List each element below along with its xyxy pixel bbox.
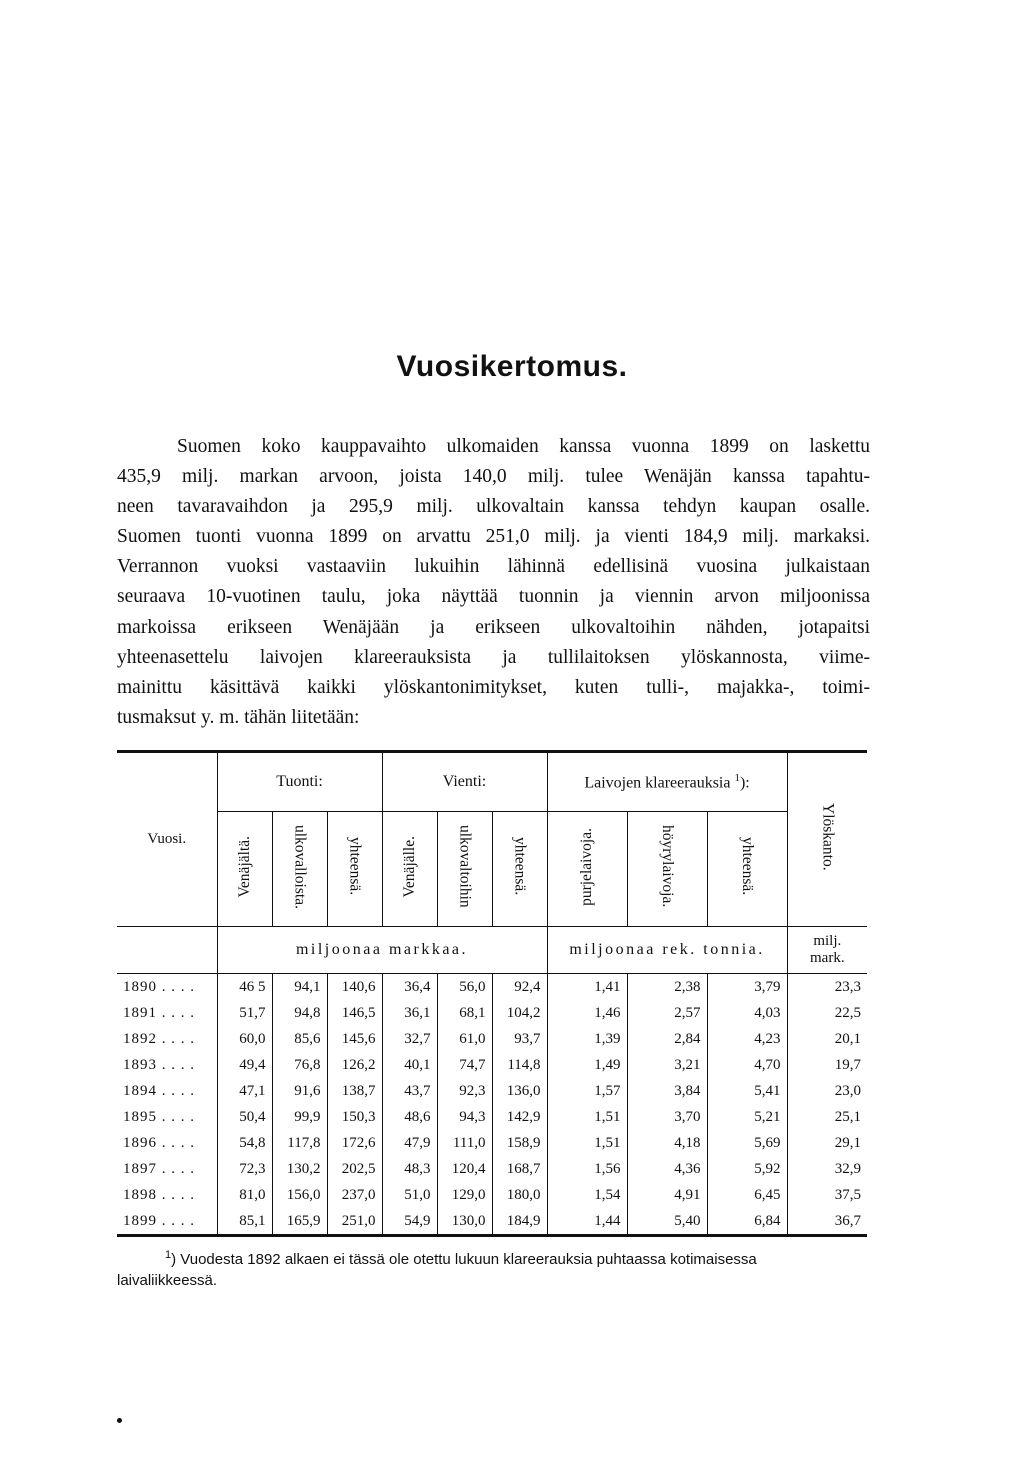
value-cell: 111,0 [437,1130,492,1156]
value-cell: 1,41 [547,974,627,1001]
value-cell: 158,9 [492,1130,547,1156]
paragraph-line: Suomen koko kauppavaihto ulkomaiden kanssa vuonna 1899 on laskettu [177,436,870,457]
value-cell: 180,0 [492,1182,547,1208]
value-cell: 1,39 [547,1026,627,1052]
value-cell: 4,70 [707,1052,787,1078]
table-row [117,1182,867,1208]
value-cell: 202,5 [327,1156,382,1182]
paragraph-line: mainittu käsittävä kaikki ylöskantonimitykset, kuten tulli-, majakka-, toimi- [117,676,870,698]
value-cell: 150,3 [327,1104,382,1130]
value-cell: 60,0 [217,1026,272,1052]
value-cell: 138,7 [327,1078,382,1104]
value-cell: 3,84 [627,1078,707,1104]
paragraph-line: Verrannon vuoksi vastaaviin lukuihin lähinnä edellisinä vuosina julkaistaan [117,556,870,578]
unit-blank [117,927,217,974]
value-cell: 19,7 [787,1052,867,1078]
value-cell: 94,3 [437,1104,492,1130]
value-cell: 4,03 [707,1000,787,1026]
value-cell: 4,23 [707,1026,787,1052]
paragraph-line: markoissa erikseen Wenäjään ja erikseen ulkovaltoihin nähden, jotapaitsi [117,616,870,638]
value-cell: 1,51 [547,1104,627,1130]
laivojen-label: Laivojen klareerauksia [584,774,731,792]
value-cell: 92,3 [437,1078,492,1104]
value-cell: 5,69 [707,1130,787,1156]
vuosi-header: Vuosi. [117,752,217,927]
value-cell: 6,45 [707,1182,787,1208]
value-cell: 237,0 [327,1182,382,1208]
year-cell: 1897 . . . . [123,1160,195,1177]
year-cell: 1894 . . . . [123,1082,195,1099]
footnote [117,1245,870,1291]
unit-miljoonaa-markkaa: miljoonaa markkaa. [217,927,547,974]
value-cell: 136,0 [492,1078,547,1104]
value-cell: 3,70 [627,1104,707,1130]
value-cell: 5,40 [627,1208,707,1236]
value-cell: 20,1 [787,1026,867,1052]
value-cell: 126,2 [327,1052,382,1078]
value-cell: 32,7 [382,1026,437,1052]
value-cell: 5,92 [707,1156,787,1182]
col-ulkovalloista-header: ulkovalloista. [272,812,327,927]
value-cell: 172,6 [327,1130,382,1156]
table-row [117,1052,867,1078]
value-cell: 68,1 [437,1000,492,1026]
value-cell: 99,9 [272,1104,327,1130]
paragraph-line: 435,9 milj. markan arvoon, joista 140,0 milj. tulee Wenäjän kanssa tapahtu- [117,466,870,488]
footnote-line: $^1$) Vuodesta 1892 alkaen ei tässä ole otettu lukuun klareerauksia puhtaassa kotimaisessa [165,1249,757,1268]
value-cell: 146,5 [327,1000,382,1026]
value-cell: 49,4 [217,1052,272,1078]
value-cell: 85,1 [217,1208,272,1236]
value-cell: 1,44 [547,1208,627,1236]
value-cell: 36,4 [382,974,437,1001]
table-row [117,1000,867,1026]
value-cell: 156,0 [272,1182,327,1208]
value-cell: 72,3 [217,1156,272,1182]
value-cell: 140,6 [327,974,382,1001]
value-cell: 142,9 [492,1104,547,1130]
page-mark [117,1418,122,1423]
value-cell: 23,3 [787,974,867,1001]
value-cell: 54,8 [217,1130,272,1156]
table-row [117,1156,867,1182]
col-purjelaivoja-header: purjelaivoja. [547,812,627,927]
value-cell: 4,36 [627,1156,707,1182]
value-cell: 51,0 [382,1182,437,1208]
footnote-ref: 1 [734,771,740,784]
value-cell: 5,41 [707,1078,787,1104]
value-cell: 85,6 [272,1026,327,1052]
value-cell: 92,4 [492,974,547,1001]
value-cell: 76,8 [272,1052,327,1078]
value-cell: 93,7 [492,1026,547,1052]
value-cell: 1,54 [547,1182,627,1208]
value-cell: 29,1 [787,1130,867,1156]
value-cell: 81,0 [217,1182,272,1208]
value-cell: 94,8 [272,1000,327,1026]
value-cell: 168,7 [492,1156,547,1182]
table-row [117,974,867,1001]
value-cell: 129,0 [437,1182,492,1208]
paragraph-line: tusmaksut y. m. tähän liitetään: [117,706,360,728]
laivojen-group-header [547,752,787,812]
value-cell: 104,2 [492,1000,547,1026]
paragraph-line: Suomen tuonti vuonna 1899 on arvattu 251,0 milj. ja vienti 184,9 milj. markaksi. [117,526,870,548]
value-cell: 6,84 [707,1208,787,1236]
value-cell: 1,57 [547,1078,627,1104]
year-cell: 1893 . . . . [123,1056,195,1073]
value-cell: 43,7 [382,1078,437,1104]
col-yhteensa1-header: yhteensä. [327,812,382,927]
year-cell: 1890 . . . . [123,978,195,995]
year-cell: 1892 . . . . [123,1030,195,1047]
value-cell: 1,49 [547,1052,627,1078]
value-cell: 46 5 [217,974,272,1001]
col-venajalta-header: Venäjältä. [217,812,272,927]
value-cell: 145,6 [327,1026,382,1052]
footnote-line: laivaliikkeessä. [117,1272,218,1289]
value-cell: 91,6 [272,1078,327,1104]
tuonti-group-header: Tuonti: [217,752,382,812]
value-cell: 114,8 [492,1052,547,1078]
value-cell: 48,6 [382,1104,437,1130]
value-cell: 36,1 [382,1000,437,1026]
value-cell: 4,18 [627,1130,707,1156]
value-cell: 1,56 [547,1156,627,1182]
value-cell: 3,79 [707,974,787,1001]
value-cell: 5,21 [707,1104,787,1130]
value-cell: 47,1 [217,1078,272,1104]
col-ulkovaltoihin-header: ulkovaltoihin [437,812,492,927]
value-cell: 130,2 [272,1156,327,1182]
unit-miljoonaa-rek-tonnia: miljoonaa rek. tonnia. [547,927,787,974]
unit-milj-mark: milj. mark. [787,927,867,974]
value-cell: 25,1 [787,1104,867,1130]
value-cell: 165,9 [272,1208,327,1236]
value-cell: 36,7 [787,1208,867,1236]
table-row [117,1130,867,1156]
col-yhteensa2-header: yhteensä. [492,812,547,927]
year-cell: 1896 . . . . [123,1134,195,1151]
value-cell: 40,1 [382,1052,437,1078]
paragraph-line: seuraava 10-vuotinen taulu, joka näyttää tuonnin ja viennin arvon miljoonissa [117,586,870,608]
value-cell: 54,9 [382,1208,437,1236]
value-cell: 1,51 [547,1130,627,1156]
laivojen-colon: ): [739,774,750,792]
value-cell: 61,0 [437,1026,492,1052]
value-cell: 3,21 [627,1052,707,1078]
table-row [117,1026,867,1052]
value-cell: 48,3 [382,1156,437,1182]
value-cell: 4,91 [627,1182,707,1208]
col-venajalle-header: Venäjälle. [382,812,437,927]
value-cell: 2,57 [627,1000,707,1026]
yloskanto-header: Ylöskanto. [787,752,867,927]
value-cell: 23,0 [787,1078,867,1104]
value-cell: 51,7 [217,1000,272,1026]
value-cell: 22,5 [787,1000,867,1026]
table-row [117,1078,867,1104]
value-cell: 2,38 [627,974,707,1001]
year-cell: 1891 . . . . [123,1004,195,1021]
value-cell: 1,46 [547,1000,627,1026]
table-row [117,1208,867,1236]
value-cell: 130,0 [437,1208,492,1236]
paragraph-line: yhteenasettelu laivojen klareerauksista ja tullilaitoksen ylöskannosta, viime- [117,646,870,668]
year-cell: 1895 . . . . [123,1108,195,1125]
value-cell: 184,9 [492,1208,547,1236]
value-cell: 251,0 [327,1208,382,1236]
year-cell: 1899 . . . . [117,1208,217,1236]
value-cell: 74,7 [437,1052,492,1078]
value-cell: 56,0 [437,974,492,1001]
value-cell: 120,4 [437,1156,492,1182]
value-cell: 117,8 [272,1130,327,1156]
col-hoyrylaivoja-header: höyrylaivoja. [627,812,707,927]
vienti-group-header: Vienti: [382,752,547,812]
value-cell: 50,4 [217,1104,272,1130]
value-cell: 2,84 [627,1026,707,1052]
value-cell: 94,1 [272,974,327,1001]
value-cell: 32,9 [787,1156,867,1182]
intro-paragraph [117,432,870,733]
year-cell: 1898 . . . . [123,1186,195,1203]
table-row [117,1104,867,1130]
value-cell: 47,9 [382,1130,437,1156]
value-cell: 37,5 [787,1182,867,1208]
col-yhteensa3-header: yhteensä. [707,812,787,927]
table-body [117,974,867,1236]
page-title: Vuosikertomus. [396,350,628,383]
paragraph-line: neen tavaravaihdon ja 295,9 milj. ulkovaltain kanssa tehdyn kaupan osalle. [117,496,870,518]
statistics-table [117,750,867,1237]
